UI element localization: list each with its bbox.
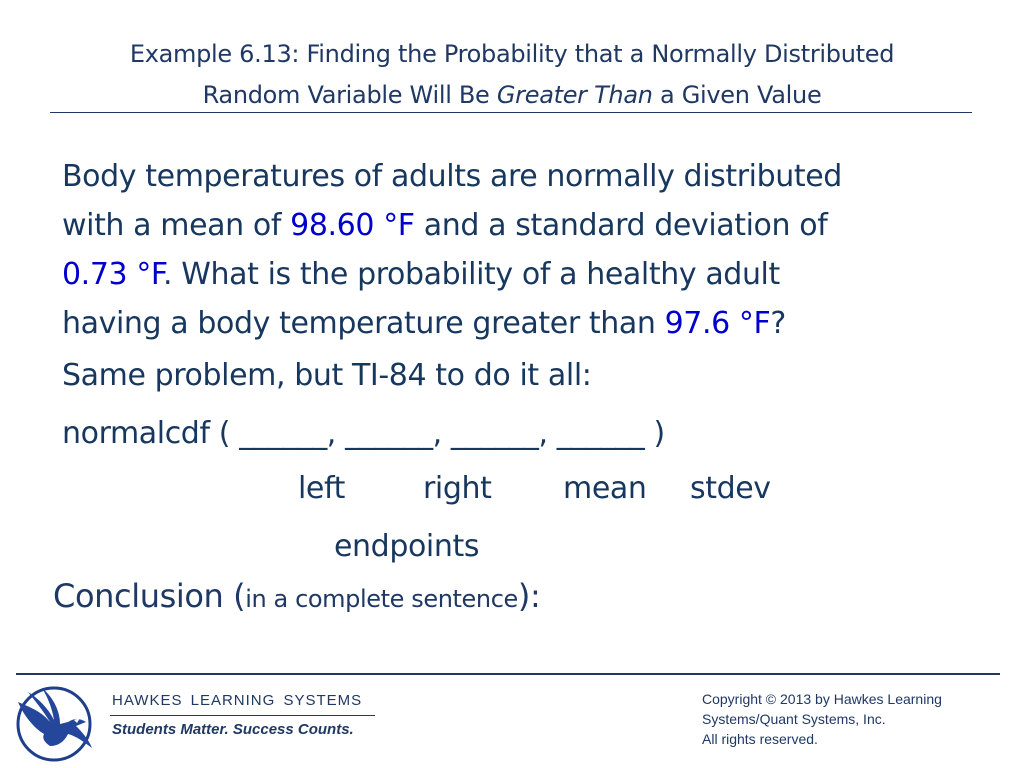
brand-tagline: Students Matter. Success Counts.: [112, 721, 354, 738]
conclusion-prompt: [53, 574, 540, 621]
threshold-value: 97.6 °F: [664, 306, 771, 341]
problem-line-2: [62, 201, 962, 250]
title-line-2-pre: Random Variable Will Be: [202, 81, 497, 109]
title-line-2: [52, 75, 972, 116]
slide-title: [52, 34, 972, 116]
label-endpoints: endpoints: [334, 529, 480, 564]
problem-line-3: [62, 250, 962, 299]
eagle-logo-icon: [14, 682, 98, 762]
copyright-line-1: Copyright © 2013 by Hawkes Learning: [702, 691, 942, 707]
title-divider: [50, 112, 972, 113]
problem-line-2-pre: with a mean of: [62, 208, 291, 243]
footer-divider: [16, 673, 1000, 675]
normalcdf-formula: normalcdf ( ______, ______, ______, ______ ): [62, 416, 665, 451]
problem-line-1: Body temperatures of adults are normally distributed: [62, 159, 842, 194]
copyright-line-2: Systems/Quant Systems, Inc.: [702, 711, 886, 727]
problem-line-4: [62, 299, 962, 348]
copyright-line-3: All rights reserved.: [702, 731, 818, 747]
problem-statement: [62, 152, 962, 348]
label-stdev: stdev: [690, 471, 771, 506]
copyright-notice: [702, 689, 942, 749]
title-line-1: Example 6.13: Finding the Probability that a Normally Distributed: [129, 40, 895, 68]
mean-value: 98.60 °F: [290, 208, 415, 243]
label-left: left: [298, 471, 345, 506]
problem-line-2-post: and a standard deviation of: [414, 208, 828, 243]
conclusion-small: in a complete sentence: [245, 585, 518, 613]
ti84-intro: Same problem, but TI-84 to do it all:: [62, 358, 592, 393]
problem-line-4-post: ?: [770, 306, 786, 341]
brand-name: HAWKES LEARNING SYSTEMS: [112, 692, 363, 709]
conclusion-post: ):: [517, 577, 541, 615]
problem-line-4-pre: having a body temperature greater than: [62, 306, 665, 341]
stdev-value: 0.73 °F: [62, 257, 163, 292]
title-line-2-post: a Given Value: [652, 81, 822, 109]
brand-divider: [110, 715, 375, 716]
title-line-2-emphasis: Greater Than: [496, 81, 653, 109]
label-mean: mean: [563, 471, 647, 506]
problem-line-3-post: . What is the probability of a healthy adult: [162, 257, 780, 292]
conclusion-pre: Conclusion (: [53, 577, 246, 615]
label-right: right: [423, 471, 492, 506]
